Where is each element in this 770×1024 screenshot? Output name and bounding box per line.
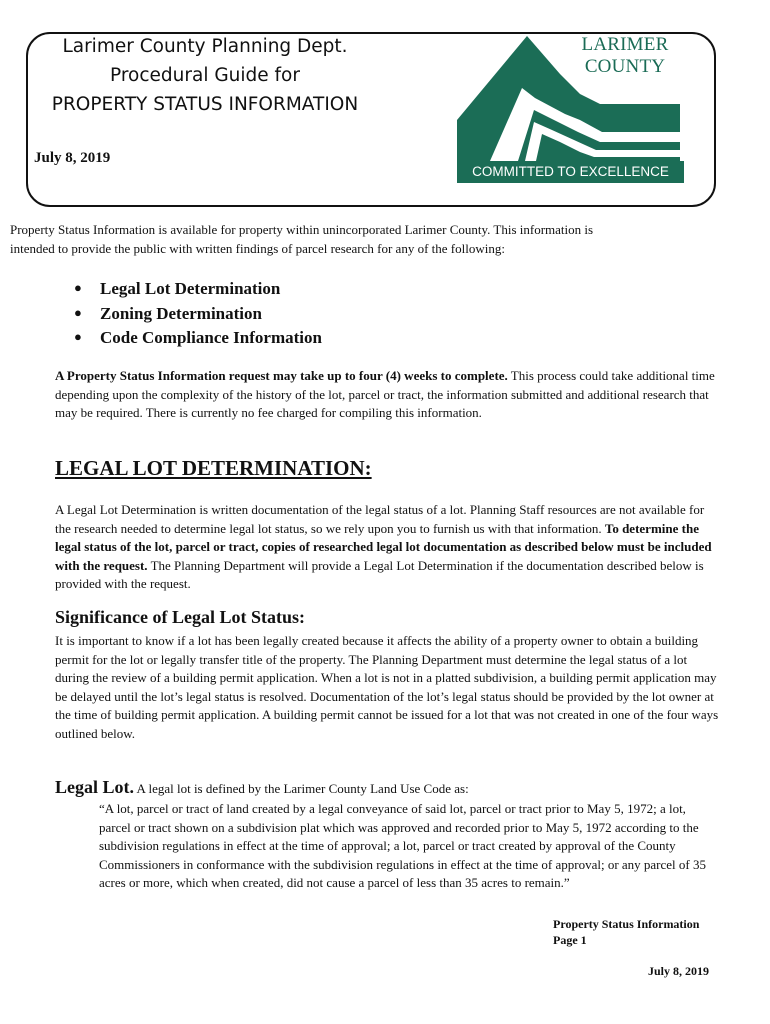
request-type-list <box>74 276 322 350</box>
logo-tagline: COMMITTED TO EXCELLENCE <box>457 161 684 183</box>
timing-note-bold: A Property Status Information request may take up to four (4) weeks to complete. <box>55 368 508 383</box>
list-item: ● Zoning Determination <box>74 301 322 326</box>
page-footer <box>553 916 699 948</box>
documentation-requirement: To determine the legal status of the lot, parcel or tract, copies of researched legal lot documentation as described below must be included with the request. <box>55 520 712 573</box>
intro-paragraph: Property Status Information is available for property within unincorporated Larimer County. This information is intended to provide the public with written findings of parcel research for any of the following: <box>10 222 594 256</box>
footer-doc-name: Property Status Information <box>553 917 700 931</box>
document-title <box>36 32 374 119</box>
footer-page-number: Page 1 <box>553 933 587 947</box>
timing-note-rest: This process could take additional time depending upon the complexity of the history of the lot, parcel or tract, the information submitted and additional research that may be required. There is currently no fee charged for compiling this information. <box>55 368 715 420</box>
bullet-icon: ● <box>74 304 82 320</box>
title-line-2: Procedural Guide for <box>110 65 300 86</box>
logo-org-line-1: LARIMER <box>581 34 669 55</box>
list-item: ● Legal Lot Determination <box>74 276 322 301</box>
timing-note <box>55 367 720 423</box>
legal-lot-label: Legal Lot. <box>55 777 134 797</box>
section-heading-legal-lot-determination: LEGAL LOT DETERMINATION: <box>55 456 372 480</box>
logo-org-line-2: COUNTY <box>584 56 666 77</box>
list-item: ● Code Compliance Information <box>74 325 322 350</box>
title-line-1: Larimer County Planning Dept. <box>62 36 348 57</box>
legal-lot-determination-paragraph: A Legal Lot Determination is written documentation of the legal status of a lot. Planning Staff resources are not available for the research needed to determine legal lot status, so we rely upon you to furnish us with that information. To determine the legal status of the lot, parcel or tract, copies of researched legal lot documentation as described below must be included with the request. The Planning Department will provide a Legal Lot Determination if the documentation described below is provided with the request. <box>55 502 712 591</box>
header-date: July 8, 2019 <box>34 150 111 166</box>
bullet-icon: ● <box>74 280 82 295</box>
legal-lot-quote: “A lot, parcel or tract of land created by a legal conveyance of said lot, parcel or tract prior to May 5, 1972; a lot, parcel or tract shown on a subdivision plat which was approved and recorded prior to May 5, 1972 according to the subdivision regulations in effect at the time of approval; a lot, parcel or tract created by approval of the County Commissioners in conformance with the subdivision regulations in effect at the time of approval; or any parcel of 35 acres or more, which when created, did not cause a parcel of less than 35 acres to remain.” <box>99 801 706 890</box>
significance-paragraph: It is important to know if a lot has been legally created because it affects the ability of a property owner to obtain a building permit for the lot or legally transfer title of the property. The Planning Department must determine the legal status of a lot during the review of a building permit application. When a lot is not in a platted subdivision, a building permit application may be delayed until the lot’s legal status is resolved. Documentation of the lot’s legal status should be provided by the lot owner at the time of building permit application. A building permit cannot be issued for a lot that was not created in one of the four ways outlined below. <box>55 633 719 741</box>
logo-org-name <box>574 34 676 78</box>
footer-date: July 8, 2019 <box>648 964 710 978</box>
legal-lot-definition-intro: Legal Lot. A legal lot is defined by the Larimer County Land Use Code as: <box>55 777 469 797</box>
title-line-3: PROPERTY STATUS INFORMATION <box>51 94 359 115</box>
section-heading-significance: Significance of Legal Lot Status: <box>55 607 305 627</box>
bullet-icon: ● <box>74 329 82 344</box>
